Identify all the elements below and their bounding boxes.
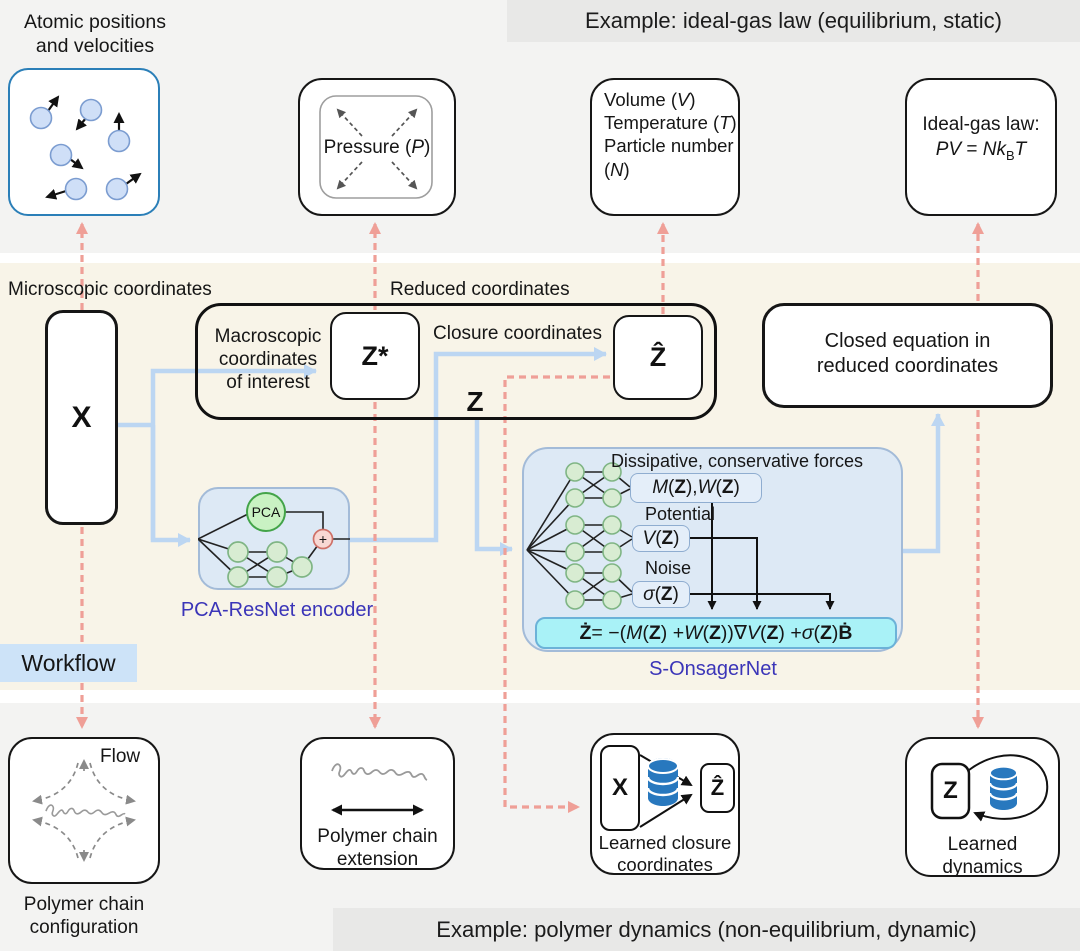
closed-equation-label: Closed equation in reduced coordinates — [816, 330, 999, 377]
encoder-label: PCA-ResNet encoder — [180, 599, 374, 621]
closure-coordinates-label: Closure coordinates — [433, 323, 602, 344]
sigma-output-box: σ ( Z ) — [632, 581, 690, 608]
atomic-label: Atomic positions and velocities — [24, 11, 166, 57]
x-symbol: X — [71, 400, 92, 434]
noise-label: Noise — [644, 558, 692, 578]
zstar-symbol: Z* — [361, 340, 389, 371]
flow-caption: Polymer chain configuration — [23, 894, 145, 938]
bottom-title: Example: polymer dynamics (non-equilibrium, dynamic) — [436, 916, 977, 942]
top-title: Example: ideal-gas law (equilibrium, static) — [585, 8, 1002, 33]
zhat-symbol: Ẑ — [649, 342, 667, 372]
mw-output-box: M ( Z ), W ( Z ) — [630, 473, 762, 503]
reduced-coordinates-label: Reduced coordinates — [390, 279, 570, 300]
polymer-chain-icon — [46, 805, 125, 816]
v-output-box: V ( Z ) — [632, 525, 690, 552]
ideal-gas-label: Ideal-gas law: PV = $Nk_BT$ — [922, 114, 1040, 163]
microscopic-coordinates-label: Microscopic coordinates — [8, 279, 212, 300]
workflow-chip-label: Workflow — [21, 649, 116, 676]
sde-equation-box: Ż = −( M ( Z ) + W ( Z ))∇ V ( Z ) + σ ( Z ) Ḃ — [535, 617, 897, 649]
macroscopic-coordinates-label: Macroscopic coordinates of interest — [214, 326, 322, 393]
learned-dynamics-caption: Learned dynamics — [942, 834, 1023, 878]
pressure-label: Pressure (P) — [323, 137, 431, 158]
polymer-chain-icon — [332, 764, 427, 780]
volume-label: Volume (V) Temperature (T) Particle number (N) — [604, 89, 737, 180]
zhat-mini-symbol: Ẑ — [710, 775, 725, 800]
database-icon — [990, 766, 1017, 810]
pca-node-label: PCA — [251, 504, 281, 520]
x-mini-symbol: X — [611, 774, 628, 801]
onsagernet-label: S-OnsagerNet — [649, 658, 777, 680]
database-icon — [648, 758, 678, 806]
encoder-network-icon — [198, 487, 350, 590]
potential-label: Potential — [644, 504, 716, 524]
flow-label: Flow — [100, 746, 141, 767]
particles-illustration — [8, 68, 160, 216]
forces-label: Dissipative, conservative forces — [610, 451, 864, 471]
learned-closure-caption: Learned closure coordinates — [598, 832, 732, 875]
workflow-chip — [0, 644, 137, 682]
extension-caption: Polymer chain extension — [317, 826, 438, 870]
z-mini-symbol: Z — [943, 777, 958, 804]
plus-icon-label: + — [318, 531, 328, 547]
z-symbol: Z — [466, 386, 484, 417]
